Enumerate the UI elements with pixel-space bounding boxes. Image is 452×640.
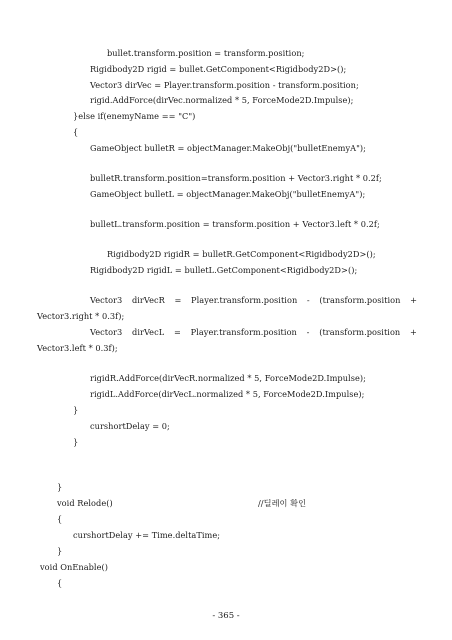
code-line: }: [73, 405, 79, 415]
token: =: [173, 327, 181, 337]
code-line: Rigidbody2D rigid = bullet.GetComponent<Rigidbody2D>();: [90, 64, 347, 74]
token: +: [410, 327, 417, 337]
code-line: bulletL.transform.position = transform.position + Vector3.left * 0.2f;: [90, 219, 380, 229]
code-line: Vector3 dirVec = Player.transform.position - transform.position;: [90, 80, 359, 90]
code-line: }: [57, 546, 63, 556]
code-line: GameObject bulletR = objectManager.MakeObj("bulletEnemyA");: [90, 143, 366, 153]
code-line: bulletR.transform.position=transform.position + Vector3.right * 0.2f;: [90, 173, 382, 183]
code-line: GameObject bulletL = objectManager.MakeObj("bulletEnemyA");: [90, 189, 366, 199]
token: dirVecR: [131, 295, 165, 305]
code-line: rigidR.AddForce(dirVecR.normalized * 5, ForceMode2D.Impulse);: [90, 373, 366, 383]
page-number: - 365 -: [212, 611, 240, 621]
token: =: [174, 295, 182, 305]
code-line: {: [73, 127, 79, 137]
token: -: [306, 295, 310, 305]
code-line: rigid.AddForce(dirVec.normalized * 5, ForceMode2D.Impulse);: [90, 95, 354, 105]
code-line: }: [57, 482, 63, 492]
code-line: bullet.transform.position = transform.position;: [107, 48, 305, 58]
token: Vector3: [90, 327, 123, 337]
token: dirVecL: [132, 327, 165, 337]
code-line: Rigidbody2D rigidR = bulletR.GetComponent<Rigidbody2D>();: [107, 249, 376, 259]
code-line: void Relode(): [57, 498, 113, 508]
code-line: }else if(enemyName == "C"): [73, 111, 196, 121]
code-line: Rigidbody2D rigidL = bulletL.GetComponent<Rigidbody2D>();: [90, 265, 358, 275]
code-line: curshortDelay += Time.deltaTime;: [73, 530, 221, 540]
token: (transform.position: [319, 295, 401, 305]
code-line-justified: [90, 295, 417, 306]
code-line: rigidL.AddForce(dirVecL.normalized * 5, ForceMode2D.Impulse);: [90, 389, 365, 399]
code-line: }: [73, 437, 79, 447]
token: -: [306, 327, 310, 337]
code-line: {: [57, 578, 63, 588]
code-line: curshortDelay = 0;: [90, 421, 170, 431]
code-comment: //딜레이 확인: [258, 498, 307, 508]
code-line: void OnEnable(): [40, 562, 108, 572]
code-line-justified: [90, 327, 417, 338]
token: +: [410, 295, 417, 305]
token: Vector3: [90, 295, 123, 305]
code-line: Vector3.right * 0.3f);: [37, 311, 125, 321]
token: Player.transform.position: [191, 295, 298, 305]
token: (transform.position: [319, 327, 401, 337]
code-line: {: [57, 514, 63, 524]
code-line: Vector3.left * 0.3f);: [37, 343, 118, 353]
token: Player.transform.position: [190, 327, 297, 337]
